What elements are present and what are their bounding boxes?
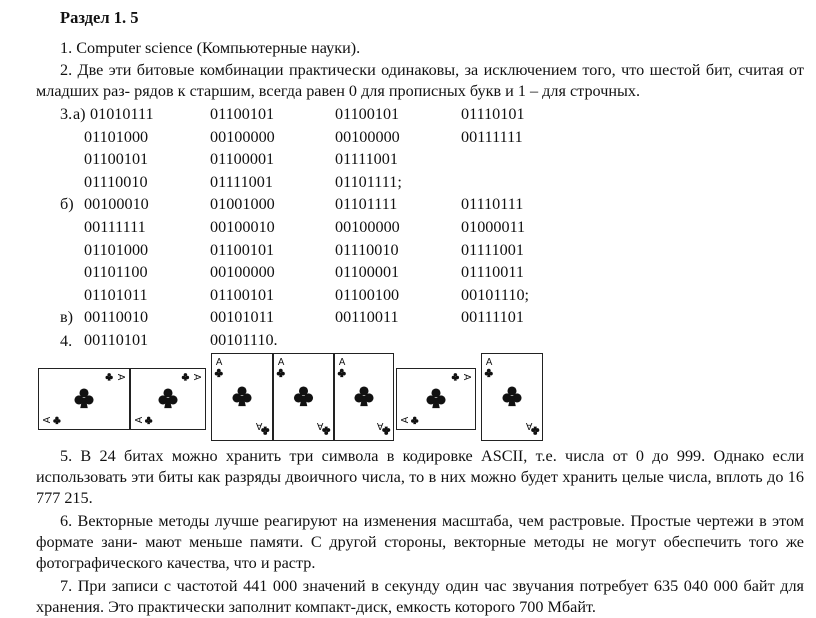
binary-cell: 00111101 bbox=[461, 308, 524, 327]
club-icon bbox=[485, 369, 493, 377]
club-icon bbox=[411, 417, 418, 425]
row-label: б) bbox=[60, 195, 74, 214]
answer-2: 2. Две эти битовые комбинации практически одинаковы, за исключением того, что шестой бит, считая от младших раз- рядов к старшим, всегда равен 0 для прописных букв и 1 – для строчных. bbox=[36, 61, 804, 100]
club-icon bbox=[294, 386, 313, 406]
binary-cell: 00110010 bbox=[84, 308, 149, 327]
binary-row bbox=[0, 217, 816, 238]
card-rank: A bbox=[376, 420, 384, 432]
club-icon bbox=[354, 386, 373, 406]
binary-row bbox=[0, 240, 816, 261]
binary-row bbox=[0, 307, 816, 328]
binary-cell: 00110101 bbox=[84, 331, 149, 349]
playing-card-ace-of-clubs bbox=[38, 368, 130, 430]
binary-cell: 01111001 bbox=[210, 172, 273, 191]
binary-cell: 01101111; bbox=[335, 172, 402, 191]
card-rank: A bbox=[277, 357, 285, 369]
binary-cell: 01100101 bbox=[210, 285, 275, 304]
binary-cell: 00110011 bbox=[335, 308, 399, 327]
binary-cell: 01101000 bbox=[84, 127, 149, 146]
binary-cell: 01110101 bbox=[461, 105, 525, 123]
binary-cell: 01000011 bbox=[461, 218, 526, 236]
binary-cell: 01100001 bbox=[335, 263, 400, 282]
club-icon bbox=[182, 373, 189, 381]
binary-cell: 00100000 bbox=[210, 263, 275, 282]
binary-cell: 00100000 bbox=[335, 218, 400, 236]
binary-cell: 01110111 bbox=[461, 195, 524, 214]
card-rank: A bbox=[461, 373, 473, 381]
card-rank: A bbox=[525, 420, 533, 432]
binary-cell: 01100101 bbox=[210, 240, 275, 259]
binary-cell: 01010111 bbox=[90, 105, 154, 123]
card-rank: A bbox=[316, 420, 324, 432]
card-rank: A bbox=[399, 416, 411, 424]
answer-5: 5. В 24 битах можно хранить три символа в кодировке ASCII, т.е. числа от 0 до 999. Однако если использовать эти биты как разряды двоичного числа, то в них можно будет хранить целые числа, вплоть до 16 777 215. bbox=[36, 447, 804, 507]
club-icon bbox=[426, 388, 445, 408]
playing-card-ace-of-clubs bbox=[481, 353, 543, 441]
card-rank: A bbox=[255, 420, 263, 432]
answer-1: 1. Computer science (Компьютерные науки). bbox=[60, 39, 361, 57]
club-icon bbox=[215, 369, 223, 377]
binary-row bbox=[0, 127, 816, 148]
club-icon bbox=[232, 386, 251, 406]
binary-cell: 00111111 bbox=[84, 218, 146, 236]
card-rank: A bbox=[338, 357, 346, 369]
club-icon bbox=[452, 373, 459, 381]
answer-6: 6. Векторные методы лучше реагируют на изменения масштаба, чем растровые. Простые чертежи в этом формате зани- мают меньше памяти. С другой стороны, векторные методы не могут обеспечить того же фотографического качества, что и растр. bbox=[36, 512, 804, 572]
card-rank: A bbox=[215, 357, 223, 369]
playing-card-ace-of-clubs bbox=[334, 353, 394, 441]
row-label: в) bbox=[60, 308, 74, 327]
binary-cell: 00100010 bbox=[84, 195, 149, 214]
binary-cell: 01111001 bbox=[335, 150, 398, 169]
binary-cell: 00101011 bbox=[210, 308, 275, 327]
club-icon bbox=[338, 369, 346, 377]
card-rank: A bbox=[114, 373, 126, 381]
playing-card-ace-of-clubs bbox=[273, 353, 334, 441]
binary-row bbox=[0, 149, 816, 170]
binary-cell: 00100000 bbox=[210, 127, 275, 146]
binary-cell: 01101100 bbox=[84, 263, 148, 282]
binary-cell: 01100101 bbox=[335, 105, 400, 123]
card-rank: A bbox=[42, 416, 54, 424]
binary-cell: 01111001 bbox=[461, 240, 524, 259]
binary-row bbox=[0, 262, 816, 283]
binary-cell: 01110010 bbox=[84, 172, 148, 191]
playing-card-ace-of-clubs bbox=[396, 368, 476, 430]
binary-row bbox=[0, 172, 816, 193]
binary-cell: 00100010 bbox=[210, 218, 275, 236]
binary-cell: 00111111 bbox=[461, 127, 523, 146]
binary-cell: 01101111 bbox=[335, 195, 398, 214]
cards-row bbox=[0, 353, 816, 443]
club-icon bbox=[158, 388, 177, 408]
answer-3-number: 3. bbox=[60, 105, 73, 123]
binary-cell: 00101110. bbox=[210, 331, 278, 349]
binary-row bbox=[0, 194, 816, 215]
club-icon bbox=[53, 417, 60, 425]
binary-row bbox=[0, 104, 816, 125]
binary-row bbox=[0, 285, 816, 306]
club-icon bbox=[74, 388, 93, 408]
card-rank: A bbox=[191, 373, 203, 381]
section-heading: Раздел 1. 5 bbox=[60, 8, 139, 27]
binary-cell: 00100000 bbox=[335, 127, 400, 146]
card-rank: A bbox=[485, 357, 493, 369]
binary-cell: 01101000 bbox=[84, 240, 149, 259]
binary-cell: 01100100 bbox=[335, 285, 400, 304]
binary-cell: 01001000 bbox=[210, 195, 275, 214]
playing-card-ace-of-clubs bbox=[130, 368, 206, 430]
binary-cell: 00101110; bbox=[461, 285, 530, 304]
club-icon bbox=[502, 386, 521, 406]
answer-4-label: 4. bbox=[60, 332, 73, 350]
binary-cell: 01100101 bbox=[210, 105, 275, 123]
binary-cell: 01100101 bbox=[84, 150, 149, 169]
answer-7: 7. При записи с частотой 441 000 значений в секунду один час звучания потребует 635 040 000 байт для хранения. Это практически заполнит компакт-диск, емкость которого 700 Мбайт. bbox=[36, 577, 804, 616]
binary-cell: 01110011 bbox=[461, 263, 524, 282]
binary-cell: 01101011 bbox=[84, 285, 148, 304]
club-icon bbox=[277, 369, 285, 377]
club-icon bbox=[105, 373, 112, 381]
binary-cell: 01110010 bbox=[335, 240, 399, 259]
playing-card-ace-of-clubs bbox=[211, 353, 273, 441]
club-icon bbox=[145, 417, 152, 425]
row-label: а) bbox=[73, 105, 86, 123]
binary-cell: 01100001 bbox=[210, 150, 275, 169]
card-rank: A bbox=[133, 416, 145, 424]
